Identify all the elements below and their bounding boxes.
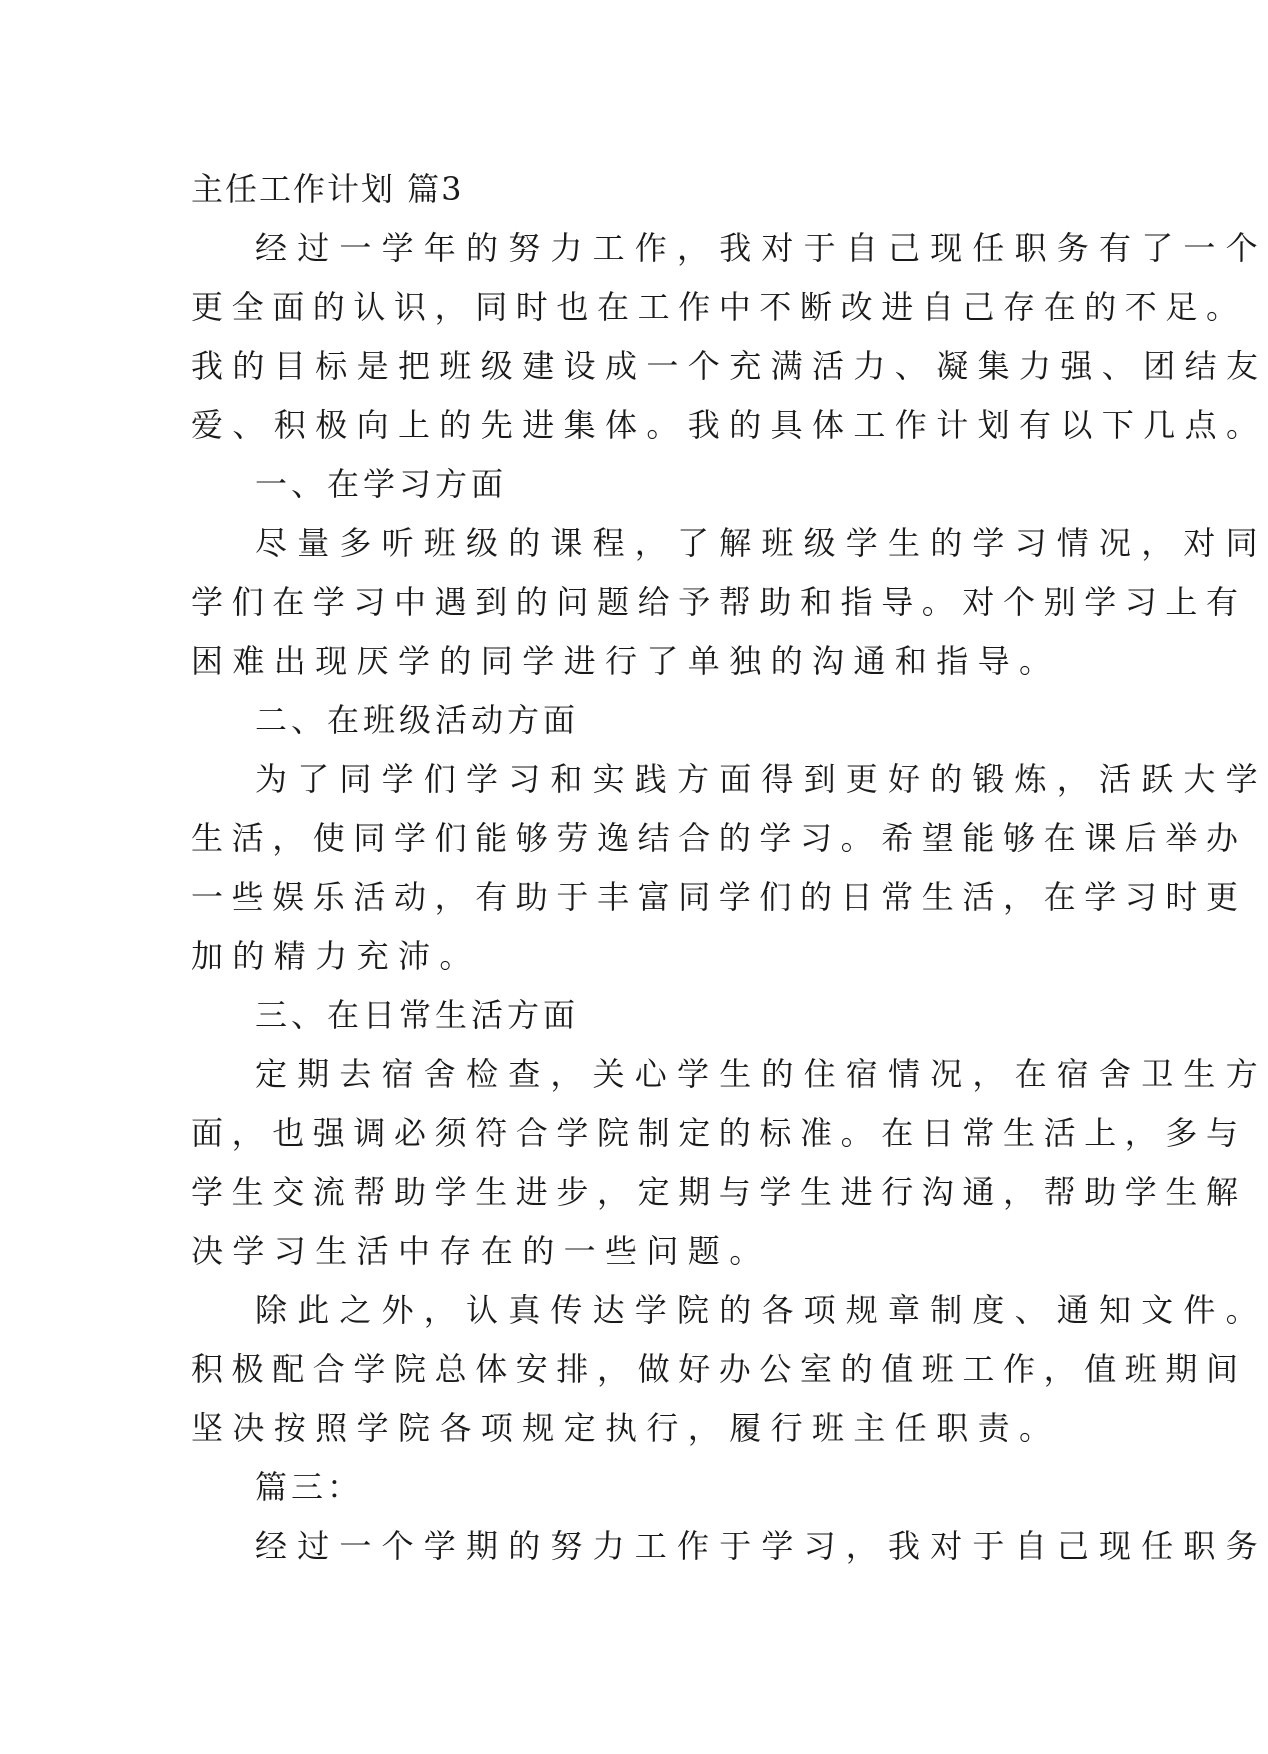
section-heading-daily-life: 三、在日常生活方面 bbox=[255, 996, 580, 1034]
paragraph-line: 生活，使同学们能够劳逸结合的学习。希望能够在课后举办 bbox=[191, 819, 1247, 857]
paragraph-line: 经过一学年的努力工作，我对于自己现任职务有了一个 bbox=[255, 229, 1268, 267]
paragraph-line: 爱、积极向上的先进集体。我的具体工作计划有以下几点。 bbox=[191, 406, 1268, 444]
paragraph-daily-life bbox=[191, 1045, 1268, 1281]
paragraph-part-three bbox=[191, 1517, 1268, 1576]
paragraph-study bbox=[191, 514, 1268, 691]
section-heading-activities: 二、在班级活动方面 bbox=[255, 701, 580, 739]
paragraph-line: 学生交流帮助学生进步，定期与学生进行沟通，帮助学生解 bbox=[191, 1173, 1247, 1211]
page-title: 主任工作计划 篇3 bbox=[191, 170, 464, 208]
paragraph-line: 积极配合学院总体安排，做好办公室的值班工作，值班期间 bbox=[191, 1350, 1247, 1388]
paragraph-line: 定期去宿舍检查，关心学生的住宿情况，在宿舍卫生方 bbox=[255, 1055, 1268, 1093]
paragraph-line: 一些娱乐活动，有助于丰富同学们的日常生活，在学习时更 bbox=[191, 878, 1247, 916]
paragraph-line: 坚决按照学院各项规定执行，履行班主任职责。 bbox=[191, 1409, 1061, 1447]
paragraph-additional bbox=[191, 1281, 1268, 1458]
paragraph-line: 为了同学们学习和实践方面得到更好的锻炼，活跃大学 bbox=[255, 760, 1268, 798]
paragraph-line: 面，也强调必须符合学院制定的标准。在日常生活上，多与 bbox=[191, 1114, 1247, 1152]
document-body bbox=[191, 160, 1268, 1576]
paragraph-activities bbox=[191, 750, 1268, 986]
paragraph-line: 尽量多听班级的课程，了解班级学生的学习情况，对同 bbox=[255, 524, 1268, 562]
paragraph-line: 我的目标是把班级建设成一个充满活力、凝集力强、团结友 bbox=[191, 347, 1268, 385]
paragraph-line: 经过一个学期的努力工作于学习，我对于自己现任职务 bbox=[255, 1527, 1268, 1565]
paragraph-line: 更全面的认识，同时也在工作中不断改进自己存在的不足。 bbox=[191, 288, 1247, 326]
paragraph-line: 学们在学习中遇到的问题给予帮助和指导。对个别学习上有 bbox=[191, 583, 1247, 621]
section-heading-part-three: 篇三： bbox=[255, 1468, 364, 1506]
paragraph-line: 除此之外，认真传达学院的各项规章制度、通知文件。 bbox=[255, 1291, 1268, 1329]
paragraph-line: 困难出现厌学的同学进行了单独的沟通和指导。 bbox=[191, 642, 1061, 680]
paragraph-line: 决学习生活中存在的一些问题。 bbox=[191, 1232, 771, 1270]
paragraph-line: 加的精力充沛。 bbox=[191, 937, 481, 975]
paragraph-intro bbox=[191, 219, 1268, 455]
section-heading-study: 一、在学习方面 bbox=[255, 465, 508, 503]
